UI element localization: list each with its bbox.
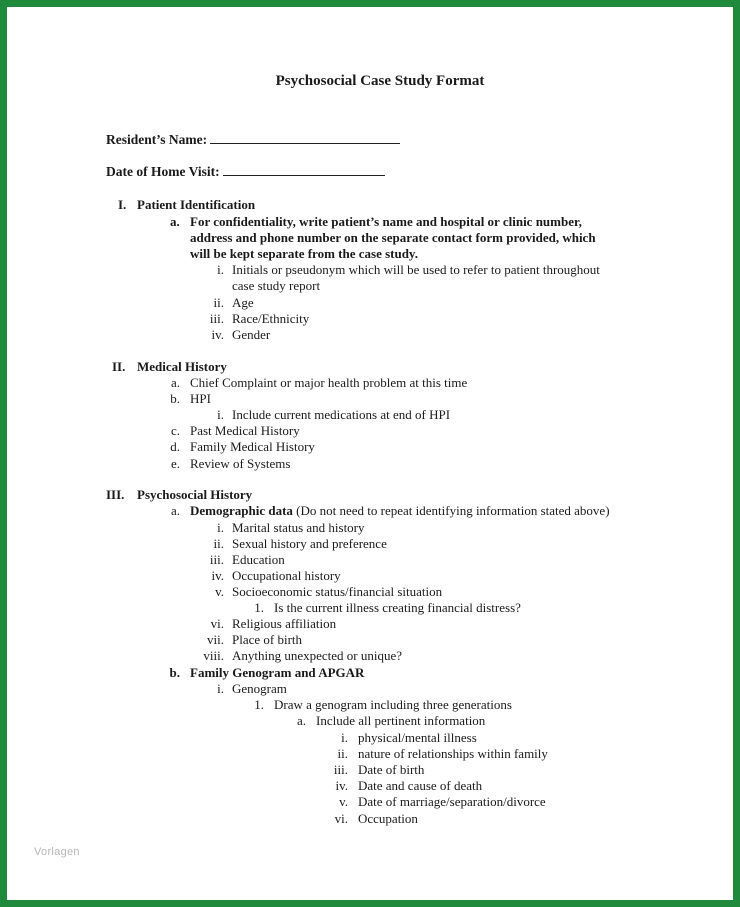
section-1-a-line: address and phone number on the separate contact form provided, which: [190, 230, 596, 245]
list-item: HPI: [190, 391, 211, 406]
list-item: Place of birth: [232, 632, 303, 647]
list-number: ii.: [213, 536, 224, 551]
resident-name-blank: [210, 130, 400, 144]
list-item: physical/mental illness: [358, 730, 477, 745]
list-number: iii.: [209, 311, 224, 326]
demographic-data-label: Demographic data: [190, 503, 293, 518]
list-item: nature of relationships within family: [358, 746, 548, 761]
section-1-a-number: a.: [170, 214, 180, 229]
list-item: Include all pertinent information: [316, 713, 486, 728]
list-item: Date of birth: [358, 762, 425, 777]
list-item: Religious affiliation: [232, 616, 337, 631]
section-3-heading: Psychosocial History: [137, 487, 253, 502]
list-item: Is the current illness creating financial distress?: [274, 600, 521, 615]
section-3-number: III.: [106, 487, 125, 502]
list-number: c.: [170, 423, 180, 438]
list-number: d.: [170, 439, 180, 454]
section-2-heading: Medical History: [137, 359, 227, 374]
list-item: case study report: [232, 278, 321, 293]
list-number: a.: [170, 375, 180, 390]
section-2-number: II.: [112, 359, 126, 374]
list-item: Occupational history: [232, 568, 341, 583]
list-item: Occupation: [358, 811, 418, 826]
list-item: Anything unexpected or unique?: [232, 648, 403, 663]
list-number: i.: [217, 681, 224, 696]
document-title: Psychosocial Case Study Format: [275, 73, 485, 89]
list-number: b.: [169, 665, 180, 680]
resident-name-label: Resident’s Name:: [106, 132, 208, 147]
list-number: i.: [341, 730, 348, 745]
list-number: iv.: [335, 778, 348, 793]
list-item: Race/Ethnicity: [232, 311, 310, 326]
section-1-a-line: For confidentiality, write patient’s name and hospital or clinic number,: [190, 214, 582, 229]
section-3-a-line: [190, 503, 610, 519]
list-number: vii.: [207, 632, 224, 647]
demographic-data-note: (Do not need to repeat identifying information stated above): [292, 503, 610, 518]
list-number: iv.: [211, 327, 224, 342]
list-number: 1.: [254, 600, 264, 615]
list-item: Date and cause of death: [358, 778, 483, 793]
section-1-number: I.: [118, 197, 127, 212]
list-number: iv.: [211, 568, 224, 583]
section-1-a-line: will be kept separate from the case study.: [190, 246, 418, 261]
list-number: 1.: [254, 697, 264, 712]
list-item: Sexual history and preference: [232, 536, 387, 551]
list-item: Marital status and history: [232, 520, 365, 535]
list-number: b.: [170, 391, 180, 406]
list-number: e.: [170, 456, 180, 471]
family-genogram-heading: Family Genogram and APGAR: [190, 665, 365, 680]
list-item: Genogram: [232, 681, 287, 696]
list-item: Gender: [232, 327, 271, 342]
list-number: vi.: [334, 811, 348, 826]
list-number: ii.: [213, 295, 224, 310]
list-item: Education: [232, 552, 285, 567]
list-item: Review of Systems: [190, 456, 291, 471]
watermark-text: Vorlagen: [34, 846, 80, 858]
list-item: Age: [232, 295, 254, 310]
list-number: i.: [217, 262, 224, 277]
list-item: Socioeconomic status/financial situation: [232, 584, 443, 599]
list-item: Initials or pseudonym which will be used to refer to patient throughout: [232, 262, 600, 277]
list-item: Include current medications at end of HPI: [232, 407, 451, 422]
list-number: ii.: [337, 746, 348, 761]
home-visit-field: [106, 162, 385, 180]
list-number: vi.: [210, 616, 224, 631]
resident-name-field: [106, 130, 400, 148]
list-number: i.: [217, 407, 224, 422]
list-number: viii.: [203, 648, 224, 663]
list-number: a.: [296, 713, 306, 728]
list-number: iii.: [333, 762, 348, 777]
list-number: i.: [217, 520, 224, 535]
list-number: v.: [339, 794, 348, 809]
list-number: v.: [215, 584, 224, 599]
list-item: Draw a genogram including three generations: [274, 697, 512, 712]
list-item: Chief Complaint or major health problem at this time: [190, 375, 468, 390]
list-item: Date of marriage/separation/divorce: [358, 794, 546, 809]
list-number: iii.: [209, 552, 224, 567]
list-number: a.: [170, 503, 180, 518]
section-1-heading: Patient Identification: [137, 197, 256, 212]
list-item: Family Medical History: [190, 439, 315, 454]
home-visit-label: Date of Home Visit:: [106, 164, 220, 179]
list-item: Past Medical History: [190, 423, 300, 438]
home-visit-blank: [223, 162, 385, 176]
